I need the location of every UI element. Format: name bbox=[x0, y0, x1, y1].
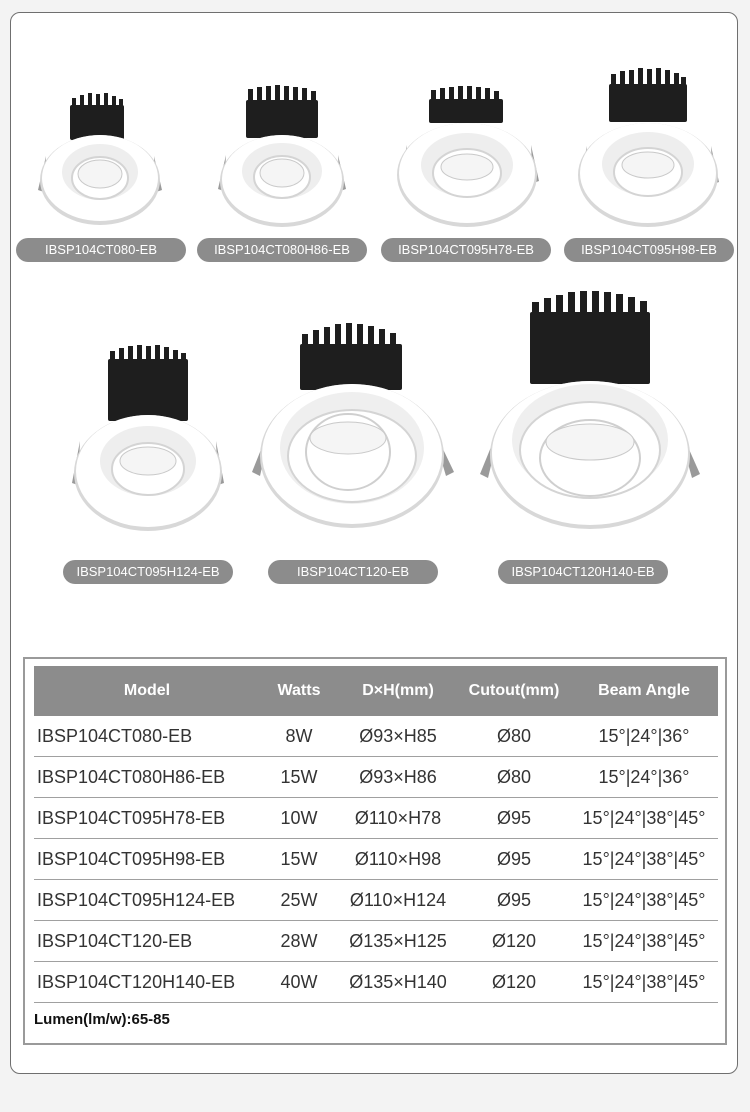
product-card-4[interactable] bbox=[575, 68, 725, 257]
cell-beam-angle: 15°|24°|38°|45° bbox=[570, 880, 718, 921]
cell-model: IBSP104CT080H86-EB bbox=[34, 757, 260, 798]
cell-watts: 10W bbox=[260, 798, 338, 839]
column-header-cutout: Cutout(mm) bbox=[458, 666, 570, 716]
cell-beam-angle: 15°|24°|36° bbox=[570, 716, 718, 757]
cell-watts: 28W bbox=[260, 921, 338, 962]
cell-beam-angle: 15°|24°|36° bbox=[570, 757, 718, 798]
cell-model: IBSP104CT120H140-EB bbox=[34, 962, 260, 1003]
product-card-2[interactable] bbox=[212, 85, 352, 257]
column-header-beam-angle: Beam Angle bbox=[570, 666, 718, 716]
cell-cutout: Ø80 bbox=[458, 716, 570, 757]
downlight-image-3 bbox=[395, 85, 545, 235]
spec-table bbox=[34, 666, 718, 1003]
product-card-5[interactable] bbox=[70, 345, 230, 579]
cell-model: IBSP104CT095H98-EB bbox=[34, 839, 260, 880]
cell-watts: 8W bbox=[260, 716, 338, 757]
spec-table-panel bbox=[23, 657, 727, 1045]
cell-model: IBSP104CT095H124-EB bbox=[34, 880, 260, 921]
cell-model: IBSP104CT095H78-EB bbox=[34, 798, 260, 839]
cell-cutout: Ø95 bbox=[458, 839, 570, 880]
product-card-7[interactable] bbox=[478, 290, 708, 579]
downlight-image-6 bbox=[250, 322, 460, 534]
table-row bbox=[34, 921, 718, 962]
downlight-image-5 bbox=[70, 345, 230, 535]
cell-dimensions: Ø135×H125 bbox=[338, 921, 458, 962]
product-label: IBSP104CT120H140-EB bbox=[498, 560, 668, 584]
cell-cutout: Ø120 bbox=[458, 962, 570, 1003]
table-row bbox=[34, 880, 718, 921]
cell-dimensions: Ø110×H124 bbox=[338, 880, 458, 921]
cell-beam-angle: 15°|24°|38°|45° bbox=[570, 798, 718, 839]
cell-dimensions: Ø135×H140 bbox=[338, 962, 458, 1003]
cell-cutout: Ø80 bbox=[458, 757, 570, 798]
table-header-row bbox=[34, 666, 718, 716]
column-header-model: Model bbox=[34, 666, 260, 716]
cell-cutout: Ø95 bbox=[458, 880, 570, 921]
product-card-3[interactable] bbox=[395, 85, 545, 257]
table-row bbox=[34, 839, 718, 880]
downlight-image-7 bbox=[478, 290, 708, 535]
table-row bbox=[34, 716, 718, 757]
cell-model: IBSP104CT120-EB bbox=[34, 921, 260, 962]
table-row bbox=[34, 798, 718, 839]
cell-beam-angle: 15°|24°|38°|45° bbox=[570, 921, 718, 962]
cell-watts: 15W bbox=[260, 839, 338, 880]
cell-watts: 25W bbox=[260, 880, 338, 921]
cell-cutout: Ø95 bbox=[458, 798, 570, 839]
product-label: IBSP104CT080H86-EB bbox=[197, 238, 367, 262]
downlight-image-4 bbox=[575, 68, 725, 235]
cell-beam-angle: 15°|24°|38°|45° bbox=[570, 839, 718, 880]
cell-model: IBSP104CT080-EB bbox=[34, 716, 260, 757]
column-header-watts: Watts bbox=[260, 666, 338, 716]
cell-cutout: Ø120 bbox=[458, 921, 570, 962]
column-header-dimensions: D×H(mm) bbox=[338, 666, 458, 716]
table-row bbox=[34, 962, 718, 1003]
cell-dimensions: Ø110×H78 bbox=[338, 798, 458, 839]
downlight-image-1 bbox=[30, 90, 170, 235]
cell-watts: 40W bbox=[260, 962, 338, 1003]
product-card-6[interactable] bbox=[250, 322, 460, 579]
product-label: IBSP104CT095H98-EB bbox=[564, 238, 734, 262]
lumen-note: Lumen(lm/w):65-85 bbox=[34, 1011, 170, 1028]
cell-watts: 15W bbox=[260, 757, 338, 798]
cell-dimensions: Ø93×H86 bbox=[338, 757, 458, 798]
heatsink bbox=[70, 93, 124, 140]
product-label: IBSP104CT095H78-EB bbox=[381, 238, 551, 262]
cell-beam-angle: 15°|24°|38°|45° bbox=[570, 962, 718, 1003]
product-label: IBSP104CT120-EB bbox=[268, 560, 438, 584]
product-card-1[interactable] bbox=[30, 90, 170, 257]
cell-dimensions: Ø110×H98 bbox=[338, 839, 458, 880]
downlight-image-2 bbox=[212, 85, 352, 235]
product-label: IBSP104CT095H124-EB bbox=[63, 560, 233, 584]
cell-dimensions: Ø93×H85 bbox=[338, 716, 458, 757]
product-label: IBSP104CT080-EB bbox=[16, 238, 186, 262]
table-row bbox=[34, 757, 718, 798]
